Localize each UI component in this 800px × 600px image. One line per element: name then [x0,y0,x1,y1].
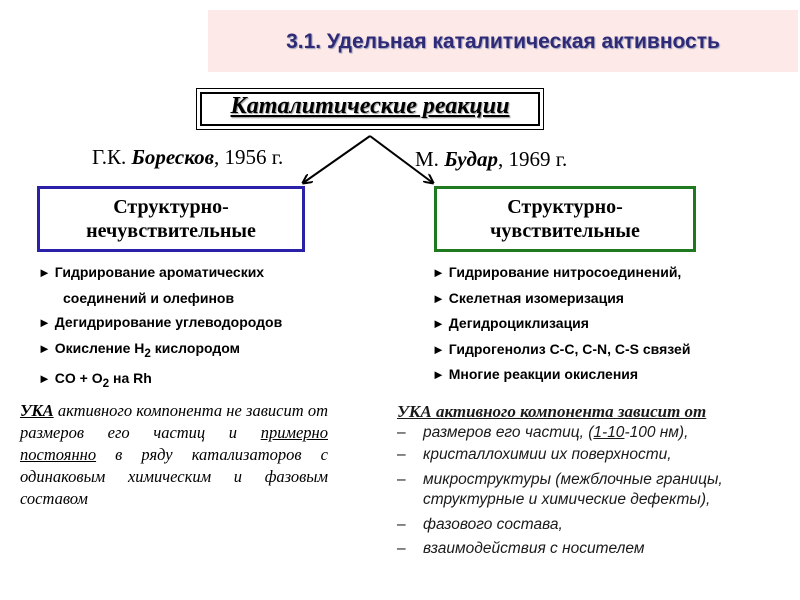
right-author-initials: М. [415,147,445,171]
right-author-name: Будар [444,147,498,171]
list-item [432,362,690,388]
list-item [38,310,282,336]
right-type-line2: чувствительные [490,220,640,242]
dependency-item [397,469,797,491]
list-item-text: Гидрирование ароматических [54,264,265,280]
left-author-name: Боресков [131,145,214,169]
dependency-item-continuation [397,489,797,511]
left-reaction-list [38,260,282,396]
list-item-text: CO + O [54,369,103,386]
list-item-text: Гидрогенолиз C-C, C-N, C-S связей [448,340,691,357]
structure-sensitive-box [434,186,696,252]
dependency-text: фазового состава, [423,516,563,533]
dash-icon: – [397,516,406,533]
triangle-right-icon: ► [432,341,445,357]
dash-icon: – [397,471,406,488]
right-conclusion [397,402,797,560]
list-item-text: Дегидроциклизация [448,315,589,331]
center-label: Каталитические реакции [230,93,510,119]
triangle-right-icon: ► [38,265,51,280]
left-author-initials: Г.К. [92,145,132,169]
uka-label: УКА [20,401,54,420]
list-item-text: Дегидрирование углеводородов [54,314,283,330]
list-item-text: Скелетная изомеризация [448,289,624,306]
right-type-line1: Структурно- [507,196,623,218]
dependency-text: размеров его частиц, ( [423,424,594,441]
triangle-right-icon: ► [432,367,445,382]
list-item [432,337,690,363]
list-item-text: на Rh [109,369,152,386]
dependency-item [397,514,797,536]
triangle-right-icon: ► [432,265,445,280]
subscript: 2 [144,346,151,360]
conclusion-text: активного компонента не зависит от размеров его частиц и [20,401,328,442]
left-author [92,145,283,170]
emphasis-text: примерно постоянно [20,423,328,464]
list-item-text: Окисление H [54,339,145,356]
dependency-text: структурные и химические дефекты), [423,491,711,508]
right-reaction-list [432,260,690,388]
list-item [432,286,690,312]
dependency-text: микроструктуры (межблочные границы, [423,471,723,488]
list-item-continuation [38,286,282,311]
triangle-right-icon: ► [38,340,51,356]
slide-title: 3.1. Удельная каталитическая активность [286,30,720,53]
right-author [415,147,567,172]
right-author-year: , 1969 г. [497,147,568,171]
subscript: 2 [102,376,110,390]
dependency-text: взаимодействия с носителем [423,540,645,557]
dependency-item [397,444,797,466]
triangle-right-icon: ► [432,316,445,331]
list-item [38,260,282,286]
dash-icon: – [397,540,406,557]
dash-icon: – [397,424,406,441]
conclusion-text: в ряду катализаторов с одинаковым химическим и фазовым составом [20,445,328,508]
right-conclusion-heading: УКА активного компонента зависит от [397,402,707,421]
dependency-text: -100 нм), [624,424,689,441]
left-type-line2: нечувствительные [86,220,256,242]
list-item-text: Гидрирование нитросоединений, [448,264,682,280]
dash-icon: – [397,446,406,463]
dependency-underlined: 1-10 [593,424,625,441]
triangle-right-icon: ► [432,290,445,306]
dependency-item [397,422,797,444]
list-item-text: Многие реакции окисления [448,366,639,382]
left-author-year: , 1956 г. [213,145,284,169]
list-item [432,260,690,286]
left-type-line1: Структурно- [113,196,229,218]
list-item [38,366,282,396]
dependency-item [397,538,797,560]
list-item-text: кислородом [150,339,240,356]
triangle-right-icon: ► [38,315,51,330]
left-conclusion [20,400,328,510]
left-arrow-icon [303,136,370,183]
list-item [432,311,690,337]
dependency-text: кристаллохимии их поверхности, [423,446,672,463]
list-item [38,336,282,366]
list-item-text: соединений и олефинов [63,289,235,306]
structure-insensitive-box [37,186,305,252]
triangle-right-icon: ► [38,370,51,386]
